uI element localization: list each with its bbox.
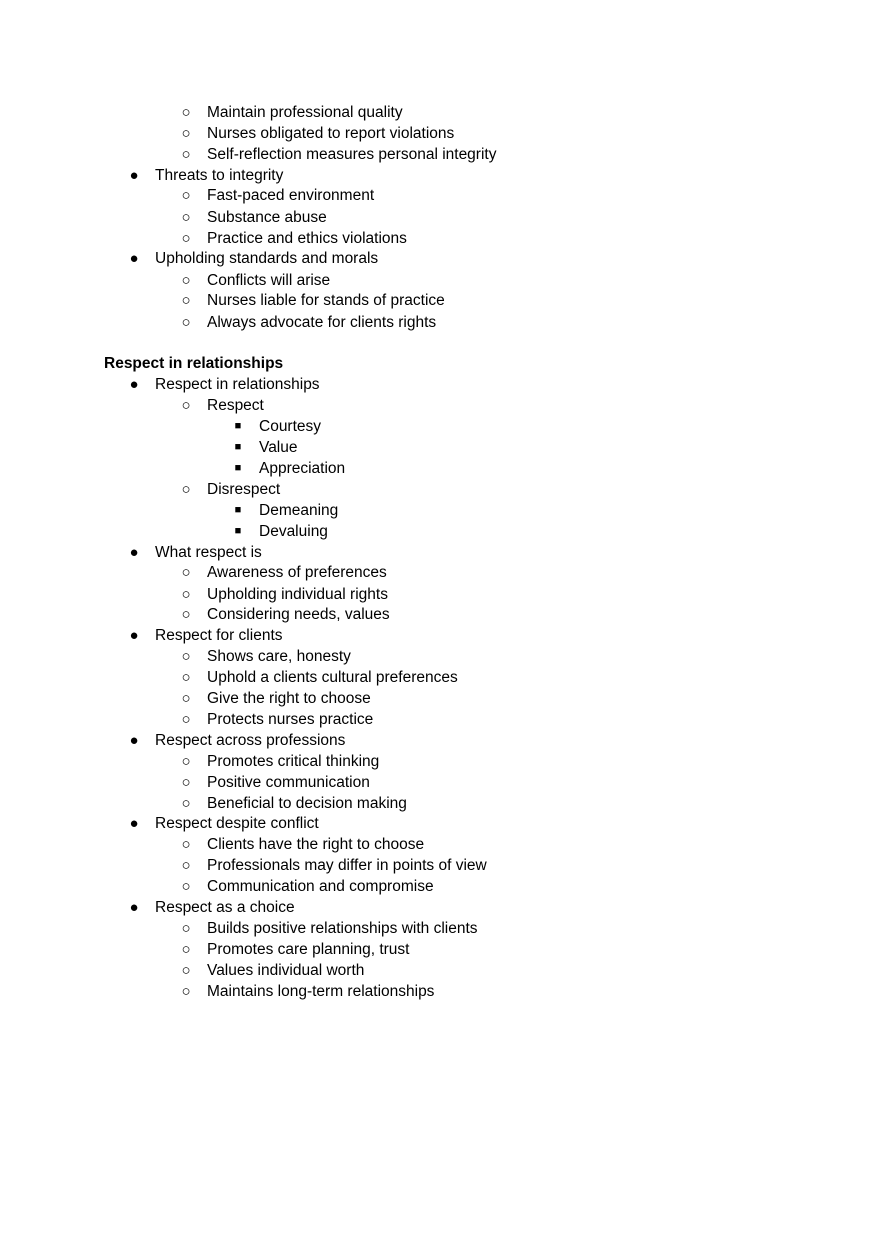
circle-bullet-icon: ○: [181, 669, 191, 686]
circle-bullet-icon: ○: [181, 292, 191, 309]
square-bullet-icon: ■: [234, 441, 242, 453]
circle-bullet-icon: ○: [181, 230, 191, 247]
circle-bullet-icon: ○: [181, 314, 191, 331]
circle-bullet-icon: ○: [181, 857, 191, 874]
disc-bullet-icon: ●: [129, 815, 139, 832]
square-bullet-icon: ■: [234, 420, 242, 432]
document-page: ○ Maintain professional quality ○ Nurses obligated to report violations ○ Self-reflection measures personal integrity ● Threats to integrity ○ Fast-paced environment ○ Substance abuse ○ Practice and ethics violations ● Upholding standards and morals ○ Conflicts will arise ○ Nurses liable for stands of practice ○ Always advocate for clients rights Respect in relationships ● Respect in relationships ○ Respect ■ Courtesy ■ Value ■ Appreciation ○ Disrespect ■ Demeaning ■ Devaluing ● What respect is ○ Awareness of preferences ○ Upholding individual rights ○ Considering needs, values ● Respect for clients ○ Shows care, honesty ○ Uphold a clients cultural preferences ○ Give the right to choose ○ Protects nurses practice ● Respect across professions ○ Promotes critical thinking ○ Positive communication ○ Beneficial to decision making ● Respect despite conflict ○ Clients have the right to choose ○ Professionals may differ in points of view ○ Communication and compromise ● Respect as a choice ○ Builds positive relationships with clients ○ Promotes care planning, trust ○ Values individual worth ○ Maintains long-term relationships: [104, 104, 497, 1000]
disc-bullet-icon: ●: [129, 627, 139, 644]
section-heading: Respect in relationships: [104, 355, 284, 372]
disc-bullet-icon: ●: [129, 732, 139, 749]
circle-bullet-icon: ○: [181, 272, 191, 289]
circle-bullet-icon: ○: [181, 146, 191, 163]
disc-bullet-icon: ●: [129, 899, 139, 916]
circle-bullet-icon: ○: [181, 795, 191, 812]
circle-bullet-icon: ○: [181, 209, 191, 226]
disc-bullet-icon: ●: [129, 376, 139, 393]
circle-bullet-icon: ○: [181, 920, 191, 937]
square-bullet-icon: ■: [234, 504, 242, 516]
circle-bullet-icon: ○: [181, 711, 191, 728]
circle-bullet-icon: ○: [181, 125, 191, 142]
square-bullet-icon: ■: [234, 462, 242, 474]
circle-bullet-icon: ○: [181, 187, 191, 204]
circle-bullet-icon: ○: [181, 878, 191, 895]
circle-bullet-icon: ○: [181, 648, 191, 665]
circle-bullet-icon: ○: [181, 586, 191, 603]
circle-bullet-icon: ○: [181, 606, 191, 623]
circle-bullet-icon: ○: [181, 753, 191, 770]
circle-bullet-icon: ○: [181, 941, 191, 958]
disc-bullet-icon: ●: [129, 167, 139, 184]
circle-bullet-icon: ○: [181, 836, 191, 853]
disc-bullet-icon: ●: [129, 250, 139, 267]
circle-bullet-icon: ○: [181, 481, 191, 498]
circle-bullet-icon: ○: [181, 564, 191, 581]
disc-bullet-icon: ●: [129, 544, 139, 561]
circle-bullet-icon: ○: [181, 397, 191, 414]
square-bullet-icon: ■: [234, 525, 242, 537]
circle-bullet-icon: ○: [181, 983, 191, 1000]
circle-bullet-icon: ○: [181, 774, 191, 791]
circle-bullet-icon: ○: [181, 690, 191, 707]
circle-bullet-icon: ○: [181, 962, 191, 979]
circle-bullet-icon: ○: [181, 104, 191, 121]
